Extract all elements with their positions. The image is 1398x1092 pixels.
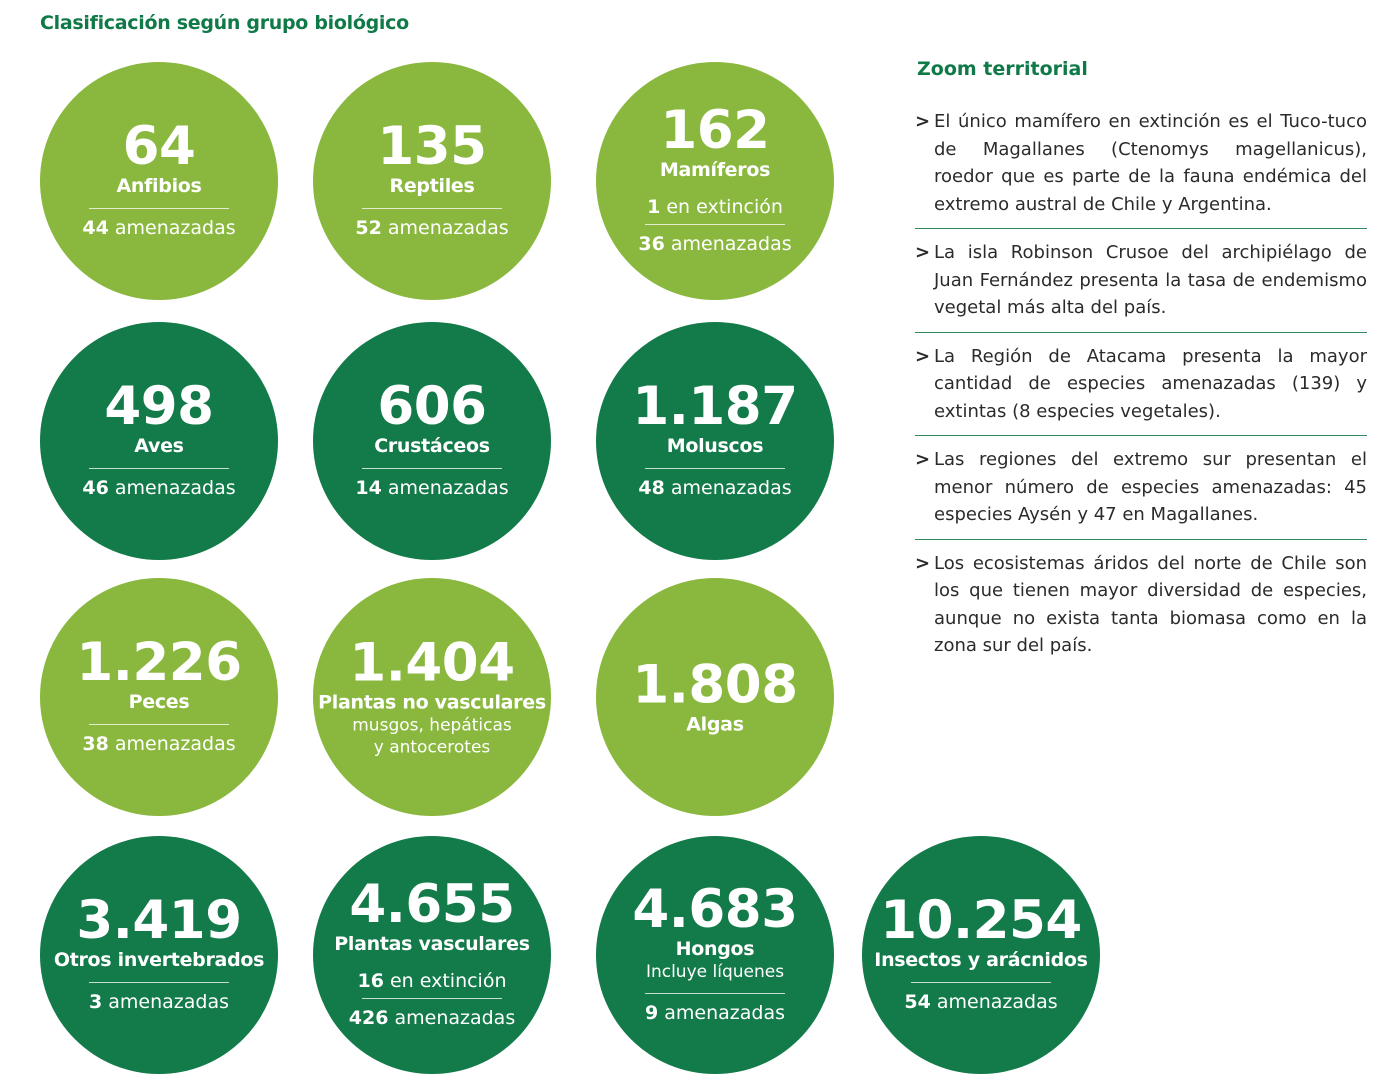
divider — [89, 982, 229, 983]
threatened-stat: 52 amenazadas — [355, 217, 509, 239]
circle-aves — [40, 322, 278, 560]
species-count: 4.655 — [349, 874, 515, 935]
divider — [89, 724, 229, 725]
zoom-list — [915, 108, 1367, 680]
threatened-stat: 9 amenazadas — [644, 1002, 786, 1024]
circle-crustaceos — [313, 322, 551, 560]
species-count: 135 — [377, 116, 487, 177]
threatened-stat: 3 amenazadas — [88, 991, 230, 1013]
circle-mamiferos — [596, 62, 834, 300]
species-count: 1.808 — [632, 654, 798, 716]
species-count: 162 — [660, 100, 770, 161]
group-label: Peces — [128, 691, 190, 713]
threatened-stat: 54 amenazadas — [904, 991, 1058, 1013]
group-label: Reptiles — [389, 175, 475, 197]
circle-plantas-vasculares — [313, 836, 551, 1074]
zoom-item — [915, 343, 1367, 437]
group-label: Algas — [686, 713, 744, 736]
chevron-right-icon: > — [915, 111, 931, 132]
divider — [645, 224, 785, 225]
zoom-item — [915, 239, 1367, 333]
species-count: 64 — [122, 116, 196, 177]
threatened-stat: 14 amenazadas — [355, 477, 509, 499]
group-label: Crustáceos — [374, 435, 490, 457]
threatened-stat: 38 amenazadas — [82, 733, 236, 755]
group-note: musgos, hepáticas — [352, 715, 512, 736]
divider — [645, 993, 785, 994]
circle-reptiles — [313, 62, 551, 300]
zoom-item — [915, 108, 1367, 229]
circle-moluscos — [596, 322, 834, 560]
group-label: Plantas no vasculares — [318, 691, 546, 714]
chevron-right-icon: > — [915, 242, 931, 263]
zoom-title: Zoom territorial — [917, 58, 1088, 80]
species-count: 1.187 — [632, 376, 798, 437]
group-label: Aves — [134, 435, 184, 457]
species-count: 4.683 — [632, 879, 798, 940]
circle-hongos — [596, 836, 834, 1074]
zoom-item-text: Los ecosistemas áridos del norte de Chile son los que tienen mayor diversidad de especies, aunque no exista tanta biomasa como en la zona sur del país. — [934, 552, 1367, 656]
group-label: Anfibios — [116, 175, 202, 197]
circle-algas — [596, 578, 834, 816]
group-label: Insectos y arácnidos — [874, 949, 1088, 971]
chevron-right-icon: > — [915, 449, 931, 470]
zoom-item — [915, 550, 1367, 670]
divider — [911, 982, 1051, 983]
extinct-stat: 16 en extinción — [357, 970, 507, 992]
threatened-stat: 46 amenazadas — [82, 477, 236, 499]
group-label: Plantas vasculares — [334, 933, 530, 955]
group-label: Otros invertebrados — [53, 949, 265, 971]
divider — [362, 208, 502, 209]
species-count: 498 — [104, 376, 214, 437]
chevron-right-icon: > — [915, 552, 931, 574]
chevron-right-icon: > — [915, 345, 931, 367]
zoom-item — [915, 446, 1367, 540]
divider — [89, 208, 229, 209]
species-count: 1.226 — [76, 632, 242, 693]
circle-otros-invertebrados — [40, 836, 278, 1074]
threatened-stat: 36 amenazadas — [638, 233, 792, 255]
circle-peces — [40, 578, 278, 816]
zoom-item-text: La Región de Atacama presenta la mayor cantidad de especies amenazadas (139) y extintas (8 especies vegetales). — [934, 345, 1367, 422]
species-count: 10.254 — [880, 890, 1082, 951]
threatened-stat: 426 amenazadas — [348, 1007, 516, 1029]
circle-plantas-no-vasculares — [313, 578, 551, 816]
circle-insectos-aracnidos — [862, 836, 1100, 1074]
group-label: Mamíferos — [659, 159, 771, 181]
divider — [89, 468, 229, 469]
divider — [645, 468, 785, 469]
extinct-stat: 1 en extinción — [647, 196, 783, 218]
divider — [362, 998, 502, 999]
group-label: Hongos — [675, 938, 755, 960]
group-note: y antocerotes — [373, 737, 491, 758]
zoom-item-text: El único mamífero en extinción es el Tuco-tuco de Magallanes (Ctenomys magellanicus), roedor que es parte de la fauna endémica del extremo austral de Chile y Argentina. — [934, 111, 1367, 215]
circle-anfibios — [40, 62, 278, 300]
species-count: 1.404 — [349, 632, 515, 694]
threatened-stat: 44 amenazadas — [82, 217, 236, 239]
zoom-item-text: Las regiones del extremo sur presentan el menor número de especies amenazadas: 45 especies Aysén y 47 en Magallanes. — [934, 449, 1367, 525]
threatened-stat: 48 amenazadas — [638, 477, 792, 499]
group-label: Moluscos — [666, 435, 764, 457]
species-count: 606 — [377, 376, 487, 437]
divider — [362, 468, 502, 469]
group-note: Incluye líquenes — [645, 962, 785, 982]
page-title: Clasificación según grupo biológico — [40, 12, 409, 34]
species-count: 3.419 — [76, 890, 242, 951]
zoom-item-text: La isla Robinson Crusoe del archipiélago de Juan Fernández presenta la tasa de endemismo vegetal más alta del país. — [934, 242, 1367, 318]
